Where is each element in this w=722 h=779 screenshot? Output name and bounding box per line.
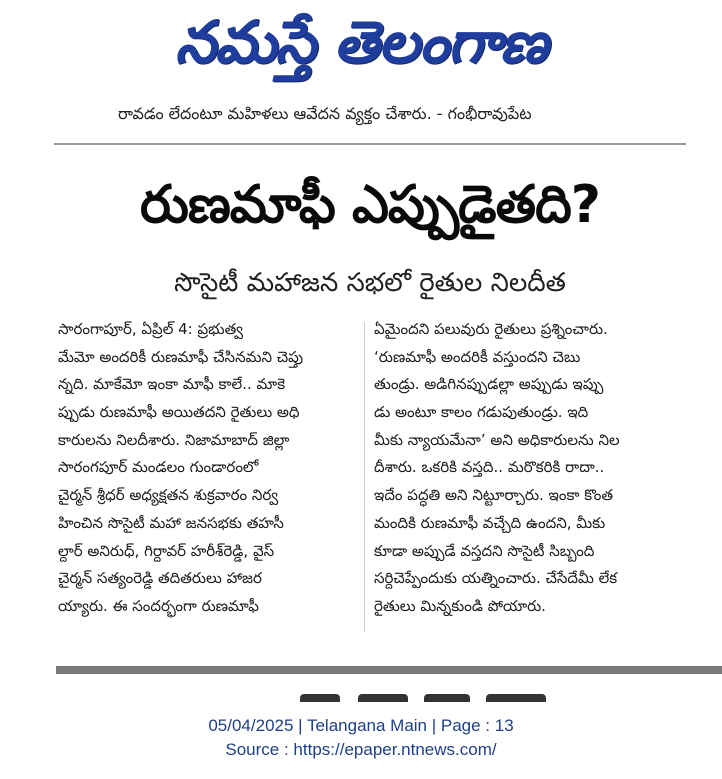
masthead bbox=[0, 0, 722, 92]
newspaper-logo: నమస్తే తెలంగాణ bbox=[175, 8, 547, 76]
column-line: ల్దార్ అనిరుధ్, గిర్దావర్ హరీశ్‌రెడ్డి, వైస్ bbox=[58, 541, 275, 560]
column-line: కూడా అప్పుడే వస్తదని సొసైటీ సిబ్బంది bbox=[374, 541, 595, 560]
column-line: ఏమైందని పలువురు రైతులు ప్రశ్నించారు. bbox=[374, 320, 608, 338]
column-line: హించిన సొసైటీ మహా జనసభకు తహసీ bbox=[58, 513, 284, 532]
cropped-next-headline bbox=[300, 690, 560, 702]
column-line: య్యారు. ఈ సందర్భంగా రుణమాఫీ bbox=[58, 596, 259, 615]
column-line: ఇదేం పద్ధతి అని నిట్టూర్చారు. ఇంకా కొంత bbox=[374, 486, 613, 505]
column-line: సారంగపూర్ మండలం గుండారంలో bbox=[58, 458, 259, 477]
top-divider bbox=[54, 143, 686, 145]
column-line: సర్దిచెప్పేందుకు యత్నించారు. చేసేదేమీ లేక bbox=[374, 569, 618, 588]
column-line: మేమో అందరికీ రుణమాఫీ చేసినమని చెప్తు bbox=[58, 347, 304, 366]
column-line: సారంగాపూర్, ఏప్రిల్ 4: ప్రభుత్వ bbox=[58, 320, 244, 338]
article-headline: రుణమాఫీ ఎప్పుడైతది? bbox=[140, 175, 600, 235]
column-line: చైర్మన్ సత్యంరెడ్డి తదితరులు హాజర bbox=[58, 569, 262, 588]
previous-article-tail: రావడం లేదంటూ మహిళలు ఆవేదన వ్యక్తం చేశారు. - గంభీరావుపేట bbox=[118, 104, 532, 123]
footer-edition-info: 05/04/2025 | Telangana Main | Page : 13 bbox=[208, 716, 514, 735]
bottom-divider bbox=[56, 666, 722, 674]
column-line: చైర్మన్ శ్రీధర్ అధ్యక్షతన శుక్రవారం నిర్వ bbox=[58, 486, 279, 505]
column-divider bbox=[364, 322, 365, 632]
footer-source-link[interactable]: Source : https://epaper.ntnews.com/ bbox=[225, 740, 497, 759]
article-column-right bbox=[374, 316, 674, 621]
column-line: రైతులు మిన్నకుండి పోయారు. bbox=[374, 596, 546, 615]
column-line: కారులను నిలదీశారు. నిజామాబాద్ జిల్లా bbox=[58, 430, 290, 449]
column-line: మీకు న్యాయమేనా’ అని అధికారులను నిల bbox=[374, 430, 620, 449]
article-column-left bbox=[58, 316, 358, 621]
column-line: దీశారు. ఒకరికి వస్తది.. మరొకరికి రాదా.. bbox=[374, 458, 605, 477]
column-line: తుండ్రు. అడిగినప్పుడల్లా అప్పుడు ఇప్పు bbox=[374, 375, 604, 394]
column-line: డు అంటూ కాలం గడుపుతుండ్రు. ఇది bbox=[374, 403, 589, 422]
column-line: మందికి రుణమాఫీ వచ్చేది ఉందని, మీకు bbox=[374, 513, 606, 532]
column-line: న్నది. మాకేమో ఇంకా మాఫీ కాలే.. మాకె bbox=[58, 375, 286, 394]
column-line: ప్పుడు రుణమాఫీ అయితదని రైతులు అధి bbox=[58, 403, 300, 422]
article-subheadline: సొసైటీ మహాజన సభలో రైతుల నిలదీత bbox=[174, 268, 566, 298]
column-line: ‘రుణమాఫీ అందరికీ వస్తుందని చెబు bbox=[374, 347, 581, 366]
